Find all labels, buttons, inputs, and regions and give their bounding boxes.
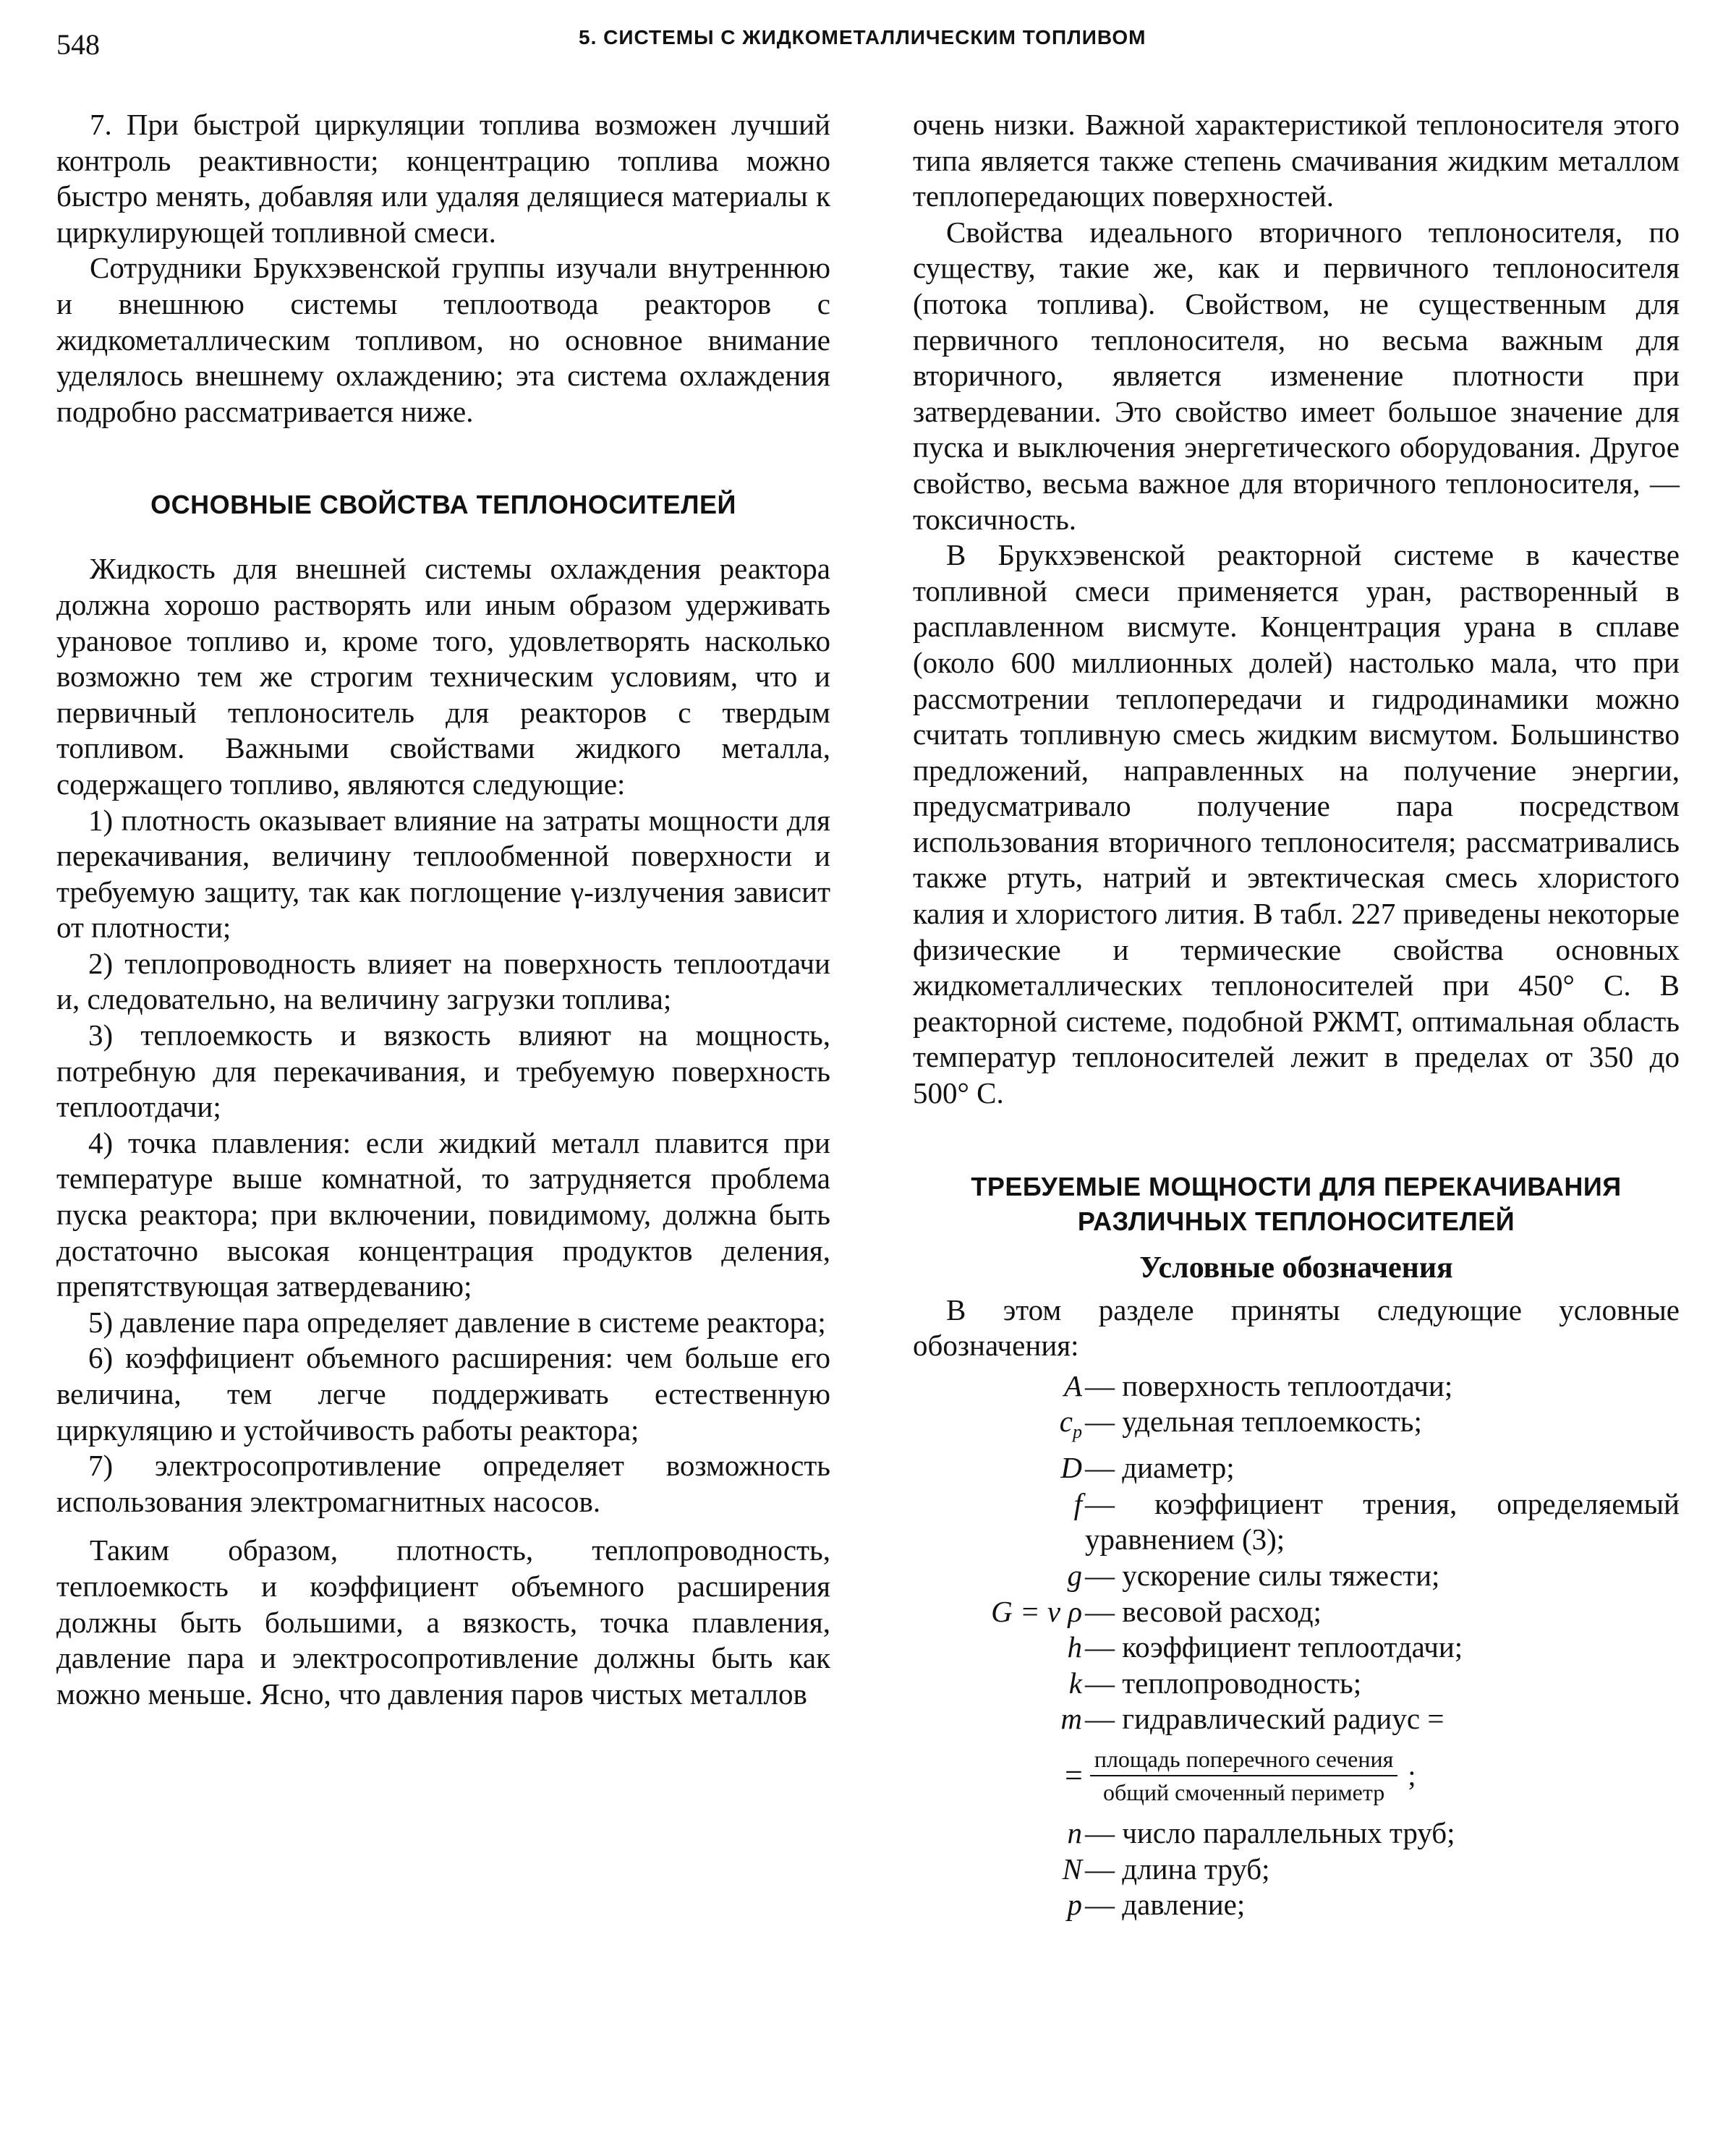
subheading: Условные обозначения (1139, 1251, 1453, 1285)
fraction (1090, 1745, 1397, 1807)
symbol: G = v ρ (991, 1594, 1082, 1628)
paragraph: 7. При быстрой циркуляции топлива возможен лучший контроль реактивности; концентрацию топлива можно быстро менять, добавляя или удаляя делящиеся материалы к циркулирующей топливной смеси. (56, 108, 830, 249)
list-item (913, 1486, 1680, 1558)
symbol: g (1067, 1558, 1082, 1592)
paragraph: Свойства идеального вторичного теплоносителя, по существу, такие же, как и первичного теплоносителя (потока топлива). Свойством, не существенным для первичного теплоносителя, но весьма важным для вторичного, является изменение плотности при затвердевании. Это свойство имеет большое значение для пуска и выключения энергетического оборудования. Другое свойство, весьма важное для вторичного теплоносителя, — токсичность. (913, 215, 1680, 536)
paragraph: очень низки. Важной характеристикой теплоносителя этого типа является также степень смачивания жидким металлом теплопередающих поверхностей. (913, 108, 1680, 213)
paragraph: Таким образом, плотность, теплопроводность, теплоемкость и коэффициент объемного расширения должны быть большими, а вязкость, точка плавления, давление пара и электросопротивление должны быть как можно меньше. Ясно, что давления паров чистых металлов (56, 1533, 830, 1711)
definition: — гидравлический радиус = (1085, 1702, 1444, 1736)
definition: — коэффициент теплоотдачи; (1085, 1630, 1463, 1664)
list-item (913, 1630, 1680, 1666)
list-item (913, 1450, 1680, 1486)
paragraph: В этом разделе приняты следующие условные обозначения: (913, 1293, 1680, 1363)
list-item (913, 1368, 1680, 1405)
definition: — диаметр; (1085, 1451, 1235, 1485)
list-item (913, 1594, 1680, 1630)
denominator: общий смоченный периметр (1102, 1779, 1385, 1805)
symbol: k (1068, 1666, 1082, 1700)
equals-sign: = (1065, 1758, 1083, 1794)
list-item (913, 1815, 1680, 1852)
definition: — весовой расход; (1085, 1594, 1322, 1628)
list-item: 6) коэффициент объемного расширения: чем больше его величина, тем легче поддерживать естественную циркуляцию и устойчивость работы реактора; (56, 1341, 830, 1447)
list-item (913, 1887, 1680, 1923)
list-item: 3) теплоемкость и вязкость влияют на мощность, потребную для перекачивания, и требуемую поверхность теплоотдачи; (56, 1018, 830, 1124)
symbol: n (1067, 1815, 1082, 1849)
symbol: h (1067, 1630, 1082, 1664)
list-item (913, 1666, 1680, 1702)
paragraph: Сотрудники Брукхэвенской группы изучали внутреннюю и внешнюю системы теплоотвода реакторов с жидкометаллическим топливом, но основное внимание уделялось внешнему охлаждению; эта система охлаждения подробно рассматривается ниже. (56, 251, 830, 428)
list-item (913, 1701, 1680, 1737)
section-heading: ОСНОВНЫЕ СВОЙСТВА ТЕПЛОНОСИТЕЛЕЙ (150, 490, 736, 520)
definition: — теплопроводность; (1085, 1666, 1362, 1700)
symbol: p (1067, 1888, 1082, 1922)
section-heading: ТРЕБУЕМЫЕ МОЩНОСТИ ДЛЯ ПЕРЕКАЧИВАНИЯ (971, 1171, 1622, 1201)
list-item (913, 1404, 1680, 1450)
list-item: 1) плотность оказывает влияние на затраты мощности для перекачивания, величину теплообменной поверхности и требуемую защиту, так как поглощение γ-излучения зависит от плотности; (56, 803, 830, 945)
paragraph: Жидкость для внешней системы охлаждения реактора должна хорошо растворять или иным образом удерживать урановое топливо и, кроме того, удовлетворять насколько возможно тем же строгим техническим условиям, что и первичный теплоноситель для реакторов с твердым топливом. Важными свойствами жидкого металла, содержащего топливо, являются следующие: (56, 552, 830, 801)
definition: — ускорение силы тяжести; (1085, 1558, 1440, 1592)
symbol: N (1062, 1852, 1082, 1886)
symbol: A (1063, 1368, 1082, 1402)
symbol: D (1060, 1451, 1082, 1485)
list-item: 2) теплопроводность влияет на поверхность теплоотдачи и, следовательно, на величину загрузки топлива; (56, 946, 830, 1016)
left-column (56, 107, 830, 1712)
symbol: $c_p$ (1059, 1405, 1082, 1443)
list-item: 7) электросопротивление определяет возможность использования электромагнитных насосов. (56, 1449, 830, 1518)
fraction-formula (913, 1745, 1680, 1807)
semicolon: ; (1408, 1759, 1416, 1792)
numerator: площадь поперечного сечения (1090, 1745, 1397, 1776)
symbol: m (1060, 1702, 1082, 1736)
definition: — число параллельных труб; (1085, 1815, 1455, 1849)
page-number: 548 (56, 28, 100, 61)
definition: — длина труб; (1085, 1852, 1270, 1886)
list-item (913, 1852, 1680, 1888)
list-item: 4) точка плавления: если жидкий металл плавится при температуре выше комнатной, то затрудняется проблема пуска реактора; при включении, повидимому, должна быть достаточно высокая концентрация продуктов деления, препятствующая затвердеванию; (56, 1125, 830, 1303)
definition: — удельная теплоемкость; (1085, 1405, 1422, 1439)
list-item: 5) давление пара определяет давление в системе реактора; (88, 1305, 826, 1339)
running-head: 5. СИСТЕМЫ С ЖИДКОМЕТАЛЛИЧЕСКИМ ТОПЛИВОМ (579, 26, 1146, 48)
right-column (913, 107, 1680, 1923)
nomenclature-list (913, 1368, 1680, 1923)
definition: — давление; (1085, 1888, 1246, 1922)
definition: — поверхность теплоотдачи; (1085, 1368, 1453, 1402)
symbol: f (1073, 1486, 1082, 1520)
list-item (913, 1558, 1680, 1594)
section-heading-line2: РАЗЛИЧНЫХ ТЕПЛОНОСИТЕЛЕЙ (1077, 1206, 1515, 1236)
paragraph: В Брукхэвенской реакторной системе в качестве топливной смеси применяется уран, растворенный в расплавленном висмуте. Концентрация урана в сплаве (около 600 миллионных долей) настолько мала, что при рассмотрении теплопередачи и гидродинамики можно считать топливную смесь жидким висмутом. Большинство предложений, направленных на получение энергии, предусматривало получение пара посредством использования вторичного теплоносителя; рассматривались также ртуть, натрий и эвтектическая смесь хлористого калия и хлористого лития. В табл. 227 приведены некоторые физические и термические свойства основных жидкометаллических теплоносителей при 450° С. В реакторной системе, подобной РЖМТ, оптимальная область температур теплоносителей лежит в пределах от 350 до 500° С. (913, 538, 1680, 1110)
definition: — коэффициент трения, определяемый уравнением (3); (1085, 1486, 1680, 1557)
